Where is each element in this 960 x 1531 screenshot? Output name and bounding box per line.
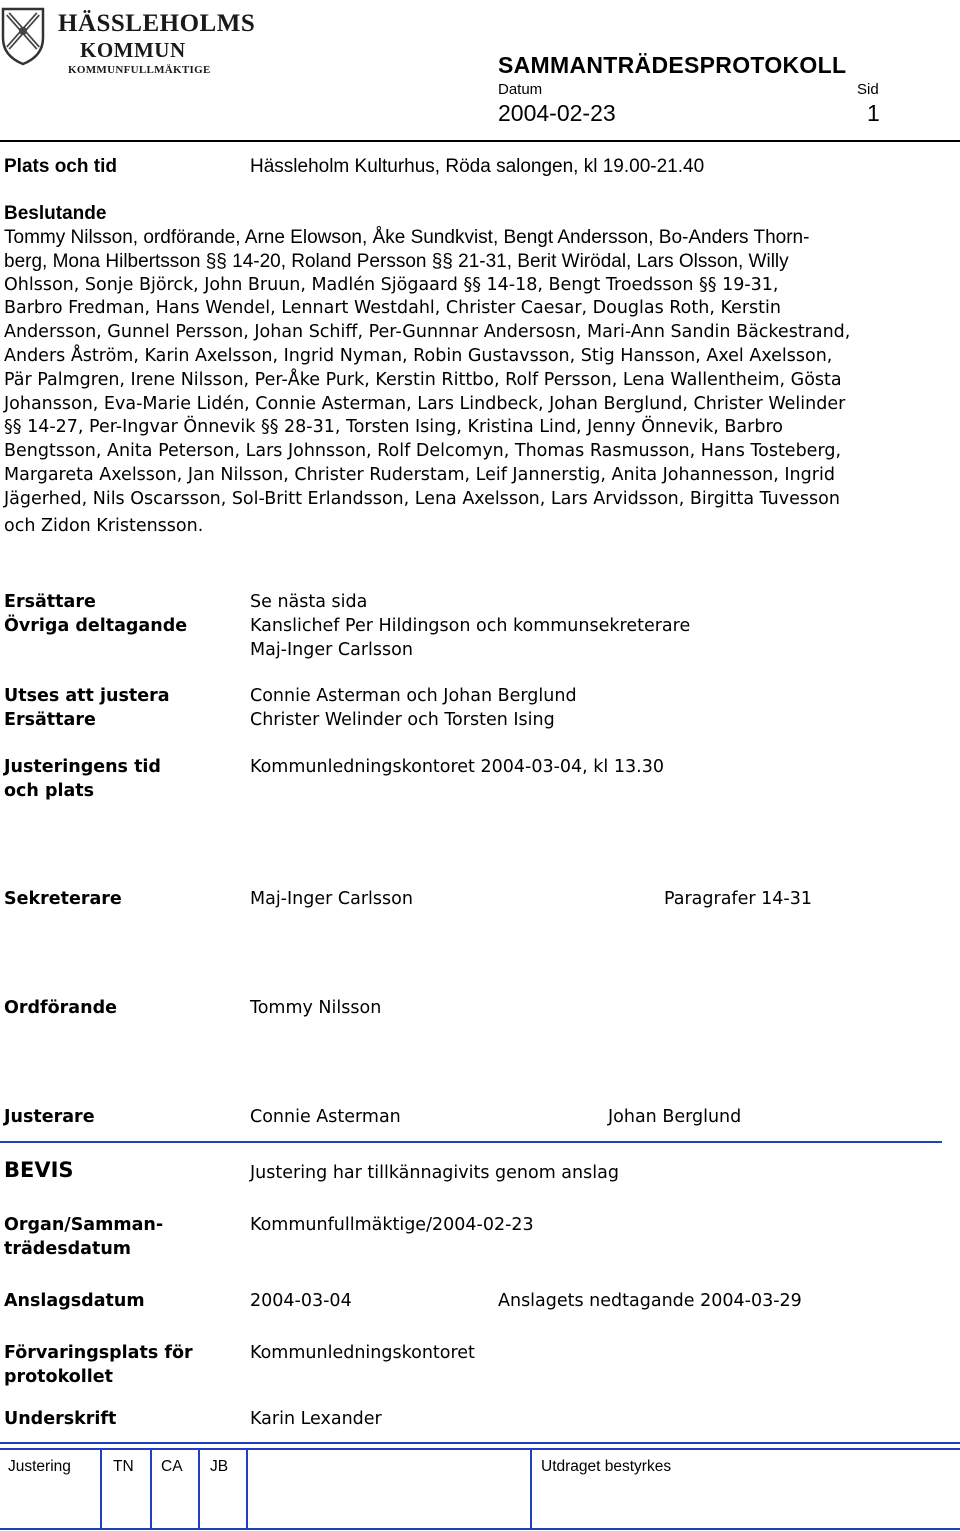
adjust-time-label-1: Justeringens tid bbox=[4, 757, 161, 777]
decision-makers-line: §§ 14-27, Per-Ingvar Önnevik §§ 28-31, Torsten Ising, Kristina Lind, Jenny Önnevik, Barbro bbox=[4, 417, 783, 438]
adjusters-value: Connie Asterman och Johan Berglund bbox=[250, 686, 577, 706]
signature-label: Underskrift bbox=[4, 1409, 117, 1429]
organ-label-2: trädesdatum bbox=[4, 1239, 132, 1259]
bevis-top-divider bbox=[0, 1141, 942, 1143]
adjusters-sub-label: Ersättare bbox=[4, 710, 96, 730]
footer-col-divider-4 bbox=[246, 1448, 248, 1528]
header-divider bbox=[0, 140, 960, 142]
storage-label-1: Förvaringsplats för bbox=[4, 1343, 193, 1363]
document-title: SAMMANTRÄDESPROTOKOLL bbox=[498, 52, 847, 78]
chair-label: Ordförande bbox=[4, 998, 117, 1018]
footer-initial-tn: TN bbox=[113, 1458, 134, 1475]
page-label: Sid bbox=[857, 81, 879, 98]
others-label: Övriga deltagande bbox=[4, 616, 188, 636]
storage-label-2: protokollet bbox=[4, 1367, 113, 1387]
posted-label: Anslagsdatum bbox=[4, 1291, 145, 1311]
footer-top-divider bbox=[0, 1442, 960, 1444]
logo-line-2: KOMMUN bbox=[80, 38, 186, 62]
footer-certified: Utdraget bestyrkes bbox=[541, 1458, 672, 1475]
decision-makers-line: Jägerhed, Nils Oscarsson, Sol-Britt Erlandsson, Lena Axelsson, Lars Arvidsson, Birgitta Tuvesson bbox=[4, 488, 840, 509]
adjuster-2-name: Johan Berglund bbox=[608, 1107, 742, 1127]
secretary-name: Maj-Inger Carlsson bbox=[250, 889, 413, 909]
logo-line-1: HÄSSLEHOLMS bbox=[58, 10, 256, 37]
footer-col-divider-2 bbox=[150, 1448, 152, 1528]
footer-box-bottom bbox=[0, 1528, 960, 1530]
bevis-text: Justering har tillkännagivits genom anslag bbox=[250, 1163, 619, 1183]
decision-makers-line: Pär Palmgren, Irene Nilsson, Per-Åke Purk, Kerstin Rittbo, Rolf Persson, Lena Wallentheim, Gösta bbox=[4, 369, 842, 390]
chair-name: Tommy Nilsson bbox=[250, 998, 382, 1018]
decision-makers-heading: Beslutande bbox=[4, 203, 107, 224]
secretary-label: Sekreterare bbox=[4, 889, 122, 909]
posted-value: 2004-03-04 bbox=[250, 1291, 352, 1311]
adjust-time-value: Kommunledningskontoret 2004-03-04, kl 13.30 bbox=[250, 757, 664, 777]
municipality-logo bbox=[0, 4, 256, 80]
date-label: Datum bbox=[498, 81, 543, 98]
footer-box-top bbox=[0, 1448, 960, 1450]
logo-line-3: KOMMUNFULLMÄKTIGE bbox=[68, 64, 211, 76]
organ-label-1: Organ/Samman- bbox=[4, 1215, 164, 1235]
removed-value: Anslagets nedtagande 2004-03-29 bbox=[498, 1291, 802, 1311]
decision-makers-line: Tommy Nilsson, ordförande, Arne Elowson, Åke Sundkvist, Bengt Andersson, Bo-Anders Thorn- bbox=[4, 227, 810, 248]
decision-makers-line: Johansson, Eva-Marie Lidén, Connie Asterman, Lars Lindbeck, Johan Berglund, Christer Welinder bbox=[4, 393, 846, 414]
bevis-heading: BEVIS bbox=[4, 1158, 74, 1182]
decision-makers-line: berg, Mona Hilbertsson §§ 14-20, Roland Persson §§ 21-31, Berit Wirödal, Lars Olsson, Willy bbox=[4, 250, 789, 272]
decision-makers-line: Ohlsson, Sonje Björck, John Bruun, Madlén Sjögaard §§ 14-18, Bengt Troedsson §§ 19-31, bbox=[4, 274, 779, 295]
footer-col-divider-3 bbox=[198, 1448, 200, 1528]
signature-adjusters-label: Justerare bbox=[4, 1107, 95, 1127]
page-value: 1 bbox=[867, 100, 880, 126]
others-value-2: Maj-Inger Carlsson bbox=[250, 640, 413, 660]
decision-makers-line: Andersson, Gunnel Persson, Johan Schiff, Per-Gunnnar Andersosn, Mari-Ann Sandin Bäckestrand, bbox=[4, 322, 851, 343]
footer-col-divider-5 bbox=[530, 1448, 532, 1528]
signature-value: Karin Lexander bbox=[250, 1409, 382, 1429]
substitutes-value: Se nästa sida bbox=[250, 592, 368, 612]
paragraphs-range: Paragrafer 14-31 bbox=[664, 889, 812, 909]
adjust-time-label-2: och plats bbox=[4, 781, 95, 801]
place-label: Plats och tid bbox=[4, 156, 117, 177]
decision-makers-line: Bengtsson, Anita Peterson, Lars Johnsson, Rolf Delcomyn, Thomas Rasmusson, Hans Tosteberg, bbox=[4, 441, 842, 462]
footer-initial-ca: CA bbox=[161, 1458, 183, 1475]
organ-value: Kommunfullmäktige/2004-02-23 bbox=[250, 1215, 534, 1235]
storage-value: Kommunledningskontoret bbox=[250, 1343, 475, 1363]
footer-col-divider-1 bbox=[100, 1448, 102, 1528]
place-value: Hässleholm Kulturhus, Röda salongen, kl 19.00-21.40 bbox=[250, 156, 705, 177]
decision-makers-line: Anders Åström, Karin Axelsson, Ingrid Nyman, Robin Gustavsson, Stig Hansson, Axel Axelsson, bbox=[4, 345, 833, 366]
adjusters-label: Utses att justera bbox=[4, 686, 170, 706]
adjusters-sub-value: Christer Welinder och Torsten Ising bbox=[250, 710, 555, 730]
footer-adjusting: Justering bbox=[8, 1458, 71, 1475]
adjuster-1-name: Connie Asterman bbox=[250, 1107, 401, 1127]
decision-makers-line: och Zidon Kristensson. bbox=[4, 515, 204, 536]
footer-initial-jb: JB bbox=[210, 1458, 229, 1475]
coat-of-arms-icon bbox=[0, 6, 46, 66]
decision-makers-line: Barbro Fredman, Hans Wendel, Lennart Westdahl, Christer Caesar, Douglas Roth, Kerstin bbox=[4, 298, 781, 319]
substitutes-label: Ersättare bbox=[4, 592, 96, 612]
decision-makers-line: Margareta Axelsson, Jan Nilsson, Christer Ruderstam, Leif Jannerstig, Anita Johannesson, Ingrid bbox=[4, 464, 835, 485]
decision-makers-list bbox=[4, 226, 956, 538]
date-value: 2004-02-23 bbox=[498, 100, 616, 126]
others-value-1: Kanslichef Per Hildingson och kommunsekreterare bbox=[250, 616, 691, 636]
